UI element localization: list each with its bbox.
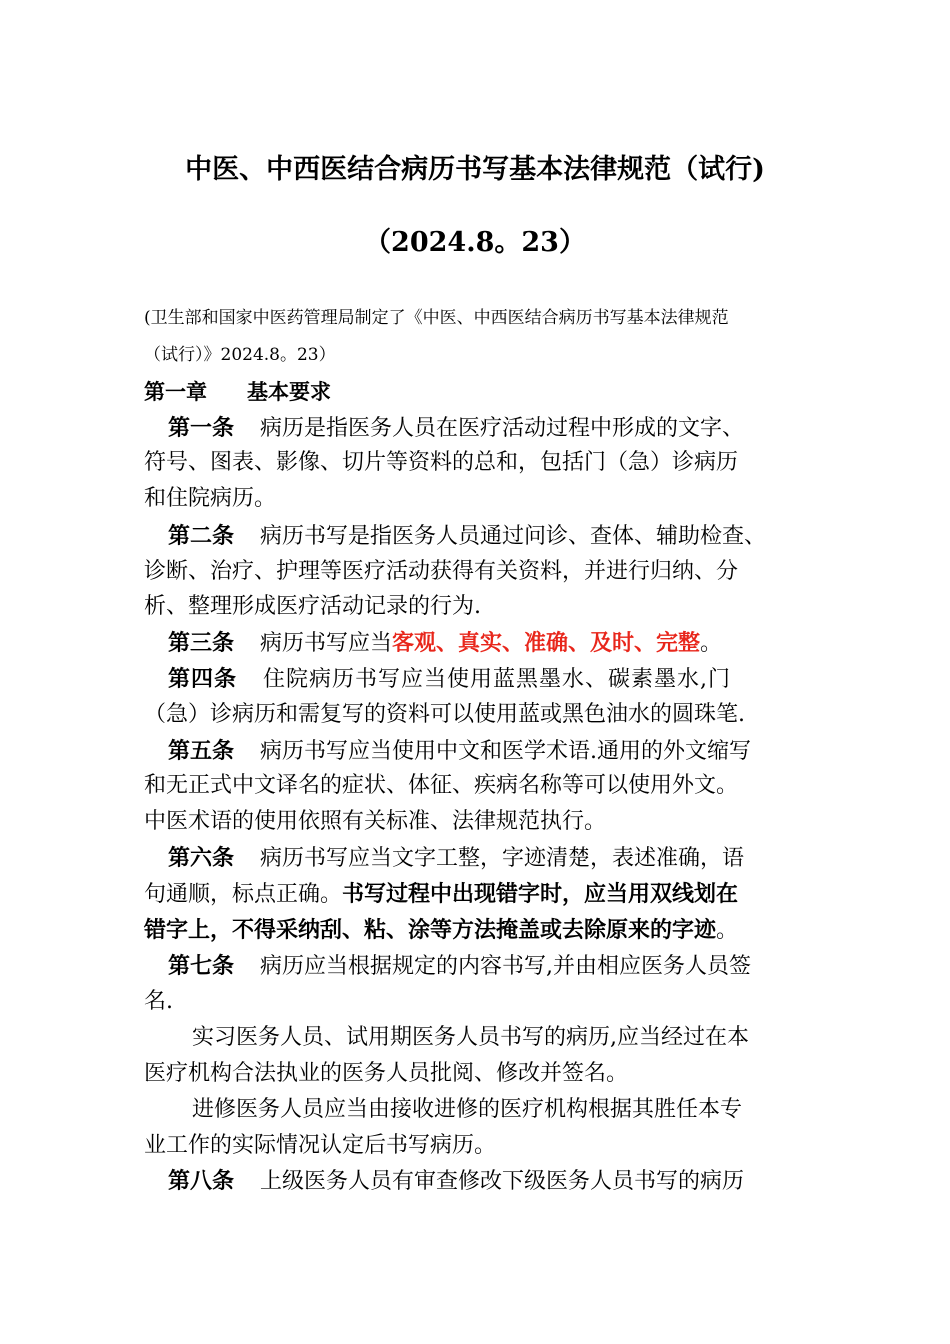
article-7-para-2-line-1: 实习医务人员、试用期医务人员书写的病历,应当经过在本: [192, 1025, 749, 1050]
article-3-label: 第三条: [168, 630, 235, 656]
document-date: （2024.8。23）: [364, 227, 586, 258]
article-2-line-1: [168, 521, 848, 552]
article-6-label: 第六条: [168, 845, 235, 871]
article-6-emphasis-2: 错字上，不得采纳刮、粘、涂等方法掩盖或去除原来的字迹: [144, 917, 717, 943]
article-2-line-2: 诊断、治疗、护理等医疗活动获得有关资料，并进行归纳、分: [144, 559, 739, 584]
article-7-line-2: 名.: [144, 989, 173, 1014]
article-3-end: 。: [700, 631, 723, 656]
article-4-label: 第四条: [168, 666, 238, 692]
article-5-line-2: 和无正式中文译名的症状、体征、疾病名称等可以使用外文。: [144, 773, 739, 798]
article-7-line-1: [168, 951, 848, 982]
source-note-line-1: (卫生部和国家中医药管理局制定了《中医、中西医结合病历书写基本法律规范: [144, 308, 729, 328]
article-1-line-3: 和住院病历。: [144, 486, 277, 511]
article-6-line-2-text: 句通顺，标点正确。: [144, 882, 343, 907]
article-7-para-3-line-1: 进修医务人员应当由接收进修的医疗机构根据其胜任本专: [192, 1097, 743, 1122]
source-note-line-2: （试行）》2024.8。23）: [144, 345, 336, 365]
article-4-line-2: （急）诊病历和需复写的资料可以使用蓝或黑色油水的圆珠笔.: [144, 702, 745, 727]
article-2-line-3: 析、整理形成医疗活动记录的行为.: [144, 594, 481, 619]
article-5-label: 第五条: [168, 738, 235, 764]
article-2-label: 第二条: [168, 523, 235, 549]
article-1-line-1: [168, 413, 848, 444]
article-6-line-1: [168, 843, 848, 874]
article-6-emphasis-1: 书写过程中出现错字时，应当用双线划在: [342, 881, 739, 907]
chapter-title: 基本要求: [247, 379, 331, 404]
article-7-label: 第七条: [168, 953, 235, 979]
chapter-heading: [144, 378, 331, 406]
article-6-end: 。: [716, 918, 739, 943]
article-6-line-3: [144, 915, 824, 946]
article-4-text: 住院病历书写应当使用蓝黑墨水、碳素墨水,门: [263, 667, 732, 692]
article-3-text: 病历书写应当: [260, 631, 393, 656]
article-1-label: 第一条: [168, 415, 235, 441]
article-8-line-1: [168, 1166, 848, 1197]
document-title: 中医、中西医结合病历书写基本法律规范（试行): [185, 154, 765, 185]
article-6-line-2: [144, 879, 824, 910]
article-8-label: 第八条: [168, 1168, 235, 1194]
article-1-line-2: 符号、图表、影像、切片等资料的总和，包括门（急）诊病历: [144, 450, 739, 475]
article-2-text: 病历书写是指医务人员通过问诊、查体、辅助检查、: [260, 524, 767, 549]
article-3-line-1: [168, 628, 848, 659]
article-5-line-3: 中医术语的使用依照有关标准、法律规范执行。: [144, 809, 607, 834]
article-5-line-1: [168, 736, 848, 767]
article-7-para-2-line-2: 医疗机构合法执业的医务人员批阅、修改并签名。: [144, 1061, 629, 1086]
chapter-label: 第一章: [144, 379, 207, 404]
article-8-text: 上级医务人员有审查修改下级医务人员书写的病历: [260, 1169, 745, 1194]
article-1-text: 病历是指医务人员在医疗活动过程中形成的文字、: [260, 416, 745, 441]
article-7-text: 病历应当根据规定的内容书写,并由相应医务人员签: [260, 954, 752, 979]
article-5-text: 病历书写应当使用中文和医学术语.通用的外文缩写: [260, 739, 752, 764]
article-3-highlight: 客观、真实、准确、及时、完整: [392, 630, 701, 656]
article-6-text: 病历书写应当文字工整，字迹清楚，表述准确，语: [260, 846, 745, 871]
article-7-para-3-line-2: 业工作的实际情况认定后书写病历。: [144, 1133, 497, 1158]
article-4-line-1: [168, 664, 848, 695]
